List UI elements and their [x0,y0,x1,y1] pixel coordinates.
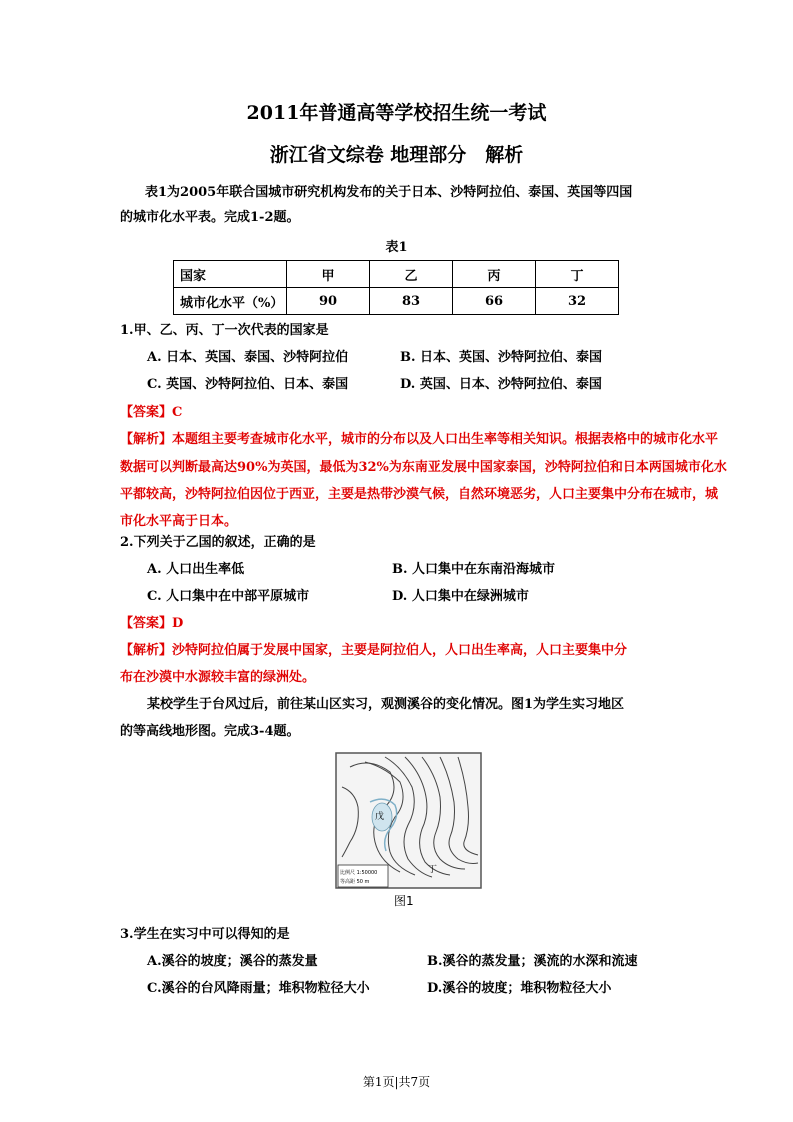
page-subtitle: 浙江省文综卷 地理部分 解析 [269,144,524,166]
question-1-option-c: C. 英国、沙特阿拉伯、日本、泰国 [147,377,349,392]
question-2-answer: 【答案】D [120,616,184,631]
table-cell: 66 [453,288,536,315]
map-scale-label: 比例尺 1:50000 [340,870,378,876]
question-1-analysis-line: 平都较高，沙特阿拉伯因位于西亚，主要是热带沙漠气候，自然环境恶劣，人口主要集中分布在城市，城 [120,487,719,502]
page-title: 2011年普通高等学校招生统一考试 [246,102,547,124]
question-2-analysis-line: 【解析】沙特阿拉伯属于发展中国家，主要是阿拉伯人，人口出生率高，人口主要集中分 [120,643,628,658]
map-label-ding: 丁 [428,865,438,875]
map-caption: 图1 [394,894,414,908]
map-label-wu: 戊 [375,812,385,822]
table-row [174,288,619,315]
question-1-option-b: B. 日本、英国、沙特阿拉伯、泰国 [400,350,603,365]
intro2-text-line2: 的等高线地形图。完成3-4题。 [120,724,300,739]
question-3-option-c: C.溪谷的台风降雨量；堆积物粒径大小 [147,981,370,996]
question-2-option-c: C. 人口集中在中部平原城市 [147,589,310,604]
question-2-option-a: A. 人口出生率低 [147,562,245,577]
question-1-analysis-line: 市化水平高于日本。 [120,514,238,529]
table-cell: 32 [536,288,619,315]
table-cell: 城市化水平（%） [174,288,287,315]
table-cell: 83 [370,288,453,315]
question-1-option-d: D. 英国、日本、沙特阿拉伯、泰国 [400,377,602,392]
question-3-stem: 3.学生在实习中可以得知的是 [120,927,290,942]
table-cell: 丙 [453,261,536,288]
map-interval-label: 等高距 50 m [340,879,370,885]
question-2-stem: 2.下列关于乙国的叙述，正确的是 [120,535,316,550]
intro-text-line2: 的城市化水平表。完成1-2题。 [120,210,300,225]
question-1-analysis-line: 数据可以判断最高达90%为英国，最低为32%为东南亚发展中国家泰国，沙特阿拉伯和日本两国城市化水 [120,460,727,475]
urbanization-table [173,260,619,315]
contour-map-image [330,747,485,911]
question-1-option-a: A. 日本、英国、泰国、沙特阿拉伯 [147,350,349,365]
question-2-option-b: B. 人口集中在东南沿海城市 [392,562,556,577]
intro2-text-line1: 某校学生于台风过后，前往某山区实习，观测溪谷的变化情况。图1为学生实习地区 [147,697,625,712]
table-cell: 甲 [287,261,370,288]
contour-map-figure [330,747,485,911]
question-2-option-d: D. 人口集中在绿洲城市 [392,589,529,604]
question-1-answer: 【答案】C [120,405,183,420]
question-3-option-d: D.溪谷的坡度；堆积物粒径大小 [427,981,612,996]
table-cell: 乙 [370,261,453,288]
question-3-option-b: B.溪谷的蒸发量；溪流的水深和流速 [427,954,638,969]
intro-text-line1: 表1为2005年联合国城市研究机构发布的关于日本、沙特阿拉伯、泰国、英国等四国 [145,185,633,200]
page-footer: 第1页|共7页 [362,1075,431,1089]
question-1-analysis-line: 【解析】本题组主要考查城市化水平，城市的分布以及人口出生率等相关知识。根据表格中的城市化水平 [120,432,719,447]
table-cell: 丁 [536,261,619,288]
question-2-analysis-line: 布在沙漠中水源较丰富的绿洲处。 [120,670,316,685]
question-1-stem: 1.甲、乙、丙、丁一次代表的国家是 [120,323,329,338]
table-cell: 90 [287,288,370,315]
table-cell: 国家 [174,261,287,288]
question-3-option-a: A.溪谷的坡度；溪谷的蒸发量 [147,954,318,969]
table-caption: 表1 [385,240,408,255]
table-header-row [174,261,619,288]
